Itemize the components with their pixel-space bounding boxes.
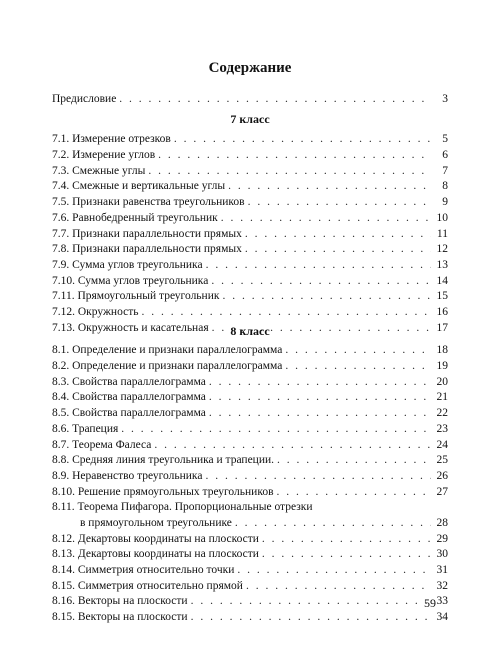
toc-entry-page: 23 (436, 422, 448, 435)
toc-entry (52, 357, 448, 373)
toc-entry-label: 7.11. Прямоугольный треугольник (52, 290, 220, 303)
toc-entry (52, 342, 448, 358)
toc-entry-page: 18 (436, 344, 448, 357)
toc-entry (52, 593, 448, 609)
toc-entry-label: 8.11. Теорема Пифагора. Пропорциональные отрезки (52, 501, 313, 514)
toc-entry-label: 8.13. Декартовы координаты на плоскости (52, 548, 259, 561)
toc-entry (52, 209, 448, 225)
toc-entry-label: 7.7. Признаки параллельности прямых (52, 227, 242, 240)
dot-leader (245, 228, 431, 241)
dot-leader (121, 423, 431, 436)
toc-entry-label: 8.16. Векторы на плоскости (52, 595, 188, 608)
toc-entry-page: 34 (436, 611, 448, 624)
toc-entry (52, 467, 448, 483)
grade8-section (52, 322, 448, 624)
grade8-heading (52, 322, 448, 338)
toc-entry (52, 256, 448, 272)
toc-entry (52, 436, 448, 452)
toc-entry-label: Предисловие (52, 92, 117, 105)
toc-entry-label: 8.12. Декартовы координаты на плоскости (52, 532, 259, 545)
toc-entry (52, 225, 448, 241)
dot-leader (277, 486, 431, 499)
toc-entry (52, 241, 448, 257)
toc-entry-label: 7.4. Смежные и вертикальные углы (52, 180, 226, 193)
toc-entry-label: 7.2. Измерение углов (52, 149, 156, 162)
toc-entry-page: 20 (436, 375, 448, 388)
toc-entry-page: 9 (442, 196, 448, 209)
dot-leader (221, 212, 431, 225)
dot-leader (245, 243, 431, 256)
toc-entry-page: 31 (436, 564, 448, 576)
dot-leader (248, 196, 431, 209)
toc-entry-page: 15 (436, 290, 448, 303)
toc-entry (52, 272, 448, 288)
toc-entry-page: 5 (442, 133, 448, 146)
toc-entry-label: 7.3. Смежные углы (52, 164, 146, 177)
dot-leader (277, 454, 431, 467)
grade8-list (52, 342, 448, 499)
toc-entry-label: 8.14. Симметрия относительно точки (52, 564, 235, 576)
section-heading-text: 7 класс (230, 111, 270, 126)
toc-entry-page: 3 (442, 92, 448, 105)
dot-leader (141, 306, 431, 319)
toc-entry-page: 8 (442, 180, 448, 193)
toc-entry-label: 8.8. Средняя линия треугольника и трапеции. (52, 454, 275, 467)
toc-entry (52, 193, 448, 209)
dot-leader (285, 360, 431, 373)
toc-entry-page: 13 (436, 258, 448, 271)
toc-entry (52, 546, 448, 562)
toc-entry-page: 16 (436, 305, 448, 318)
toc-entry-label: 7.5. Признаки равенства треугольников (52, 196, 245, 209)
toc-entry (52, 303, 448, 319)
dot-leader (222, 290, 431, 303)
dot-leader (148, 165, 431, 178)
toc-entry-8-11-line2 (52, 514, 448, 530)
toc-entry-page: 30 (436, 548, 448, 561)
dot-leader (206, 259, 431, 272)
toc-entry-label: 8.15. Векторы на плоскости (52, 611, 188, 624)
dot-leader (191, 611, 431, 624)
page-number: 59 (424, 596, 436, 610)
toc-entry-8-11-line1 (52, 499, 448, 515)
toc-entry-page: 17 (436, 321, 448, 334)
toc-entry-label: 7.13. Окружность и касательная (52, 321, 209, 334)
toc-entry-page: 29 (436, 532, 448, 545)
toc-entry (52, 561, 448, 577)
toc-entry-page: 19 (436, 360, 448, 373)
toc-entry (52, 288, 448, 304)
toc-entry-label: 8.6. Трапеция (52, 422, 119, 435)
toc-entry-label: 8.4. Свойства параллелограмма (52, 391, 206, 404)
grade7-section (52, 110, 448, 335)
toc-entry (52, 146, 448, 162)
toc-entry-label: 7.6. Равнобедренный треугольник (52, 211, 218, 224)
grade8-list-continued (52, 530, 448, 624)
toc-entry (52, 404, 448, 420)
page-title: Содержание (208, 60, 292, 76)
toc-entry-page: 14 (436, 274, 448, 287)
toc-entry-label: 8.9. Неравенство треугольника (52, 469, 203, 482)
toc-entry-page: 11 (436, 227, 448, 240)
dot-leader (235, 517, 431, 530)
toc-entry-label: 8.2. Определение и признаки параллелограмма (52, 360, 283, 373)
toc-entry-page: 12 (436, 243, 448, 256)
dot-leader (119, 93, 431, 106)
toc-entry-page: 21 (436, 391, 448, 404)
toc-entry-label: 7.10. Сумма углов треугольника (52, 274, 209, 287)
dot-leader (262, 548, 431, 561)
dot-leader (174, 133, 431, 146)
toc-entry (52, 608, 448, 624)
toc-entry-page: 28 (436, 516, 448, 529)
toc-entry (52, 131, 448, 147)
dot-leader (285, 344, 431, 357)
dot-leader (191, 595, 431, 608)
toc-entry-page: 24 (436, 438, 448, 451)
toc-entry-label: 8.10. Решение прямоугольных треугольников (52, 485, 274, 498)
toc-entry-page: 32 (436, 579, 448, 592)
toc-entry-label: 8.15. Симметрия относительно прямой (52, 579, 243, 592)
dot-leader (262, 533, 431, 546)
toc-entry-page: 10 (436, 211, 448, 224)
toc-entry-label: 8.5. Свойства параллелограмма (52, 407, 206, 420)
dot-leader (209, 376, 431, 389)
toc-entry (52, 452, 448, 468)
dot-leader (158, 149, 431, 162)
toc-entry-preface (52, 90, 448, 106)
toc-entry-label: 7.8. Признаки параллельности прямых (52, 243, 242, 256)
toc-entry-page: 26 (436, 469, 448, 482)
toc-entry-label: 7.9. Сумма углов треугольника (52, 258, 203, 271)
preface-block (52, 90, 448, 106)
toc-entry (52, 389, 448, 405)
grade7-heading (52, 110, 448, 126)
toc-entry (52, 178, 448, 194)
toc-entry-page: 33 (436, 595, 448, 608)
toc-entry-page: 27 (436, 485, 448, 498)
grade7-list (52, 131, 448, 335)
dot-leader (237, 564, 431, 577)
toc-entry-label: 8.7. Теорема Фалеса (52, 438, 152, 451)
toc-entry-page: 7 (442, 164, 448, 177)
dot-leader (209, 407, 431, 420)
dot-leader (154, 439, 431, 452)
toc-entry-page: 6 (442, 149, 448, 162)
dot-leader (209, 391, 431, 404)
toc-entry (52, 530, 448, 546)
dot-leader (205, 470, 431, 483)
toc-entry-label: в прямоугольном треугольнике (80, 516, 232, 529)
toc-entry-label: 8.1. Определение и признаки параллелограмма (52, 344, 283, 357)
dot-leader (211, 275, 431, 288)
toc-entry (52, 373, 448, 389)
toc-entry (52, 483, 448, 499)
toc-entry-label: 8.3. Свойства параллелограмма (52, 375, 206, 388)
toc-entry (52, 420, 448, 436)
dot-leader (228, 180, 431, 193)
dot-leader (246, 580, 431, 593)
toc-entry (52, 577, 448, 593)
toc-entry-label: 7.1. Измерение отрезков (52, 133, 171, 146)
toc-entry (52, 162, 448, 178)
toc-entry-page: 25 (436, 454, 448, 467)
section-heading-text: 8 класс (230, 323, 270, 338)
toc-entry-page: 22 (436, 407, 448, 420)
toc-entry-label: 7.12. Окружность (52, 305, 139, 318)
